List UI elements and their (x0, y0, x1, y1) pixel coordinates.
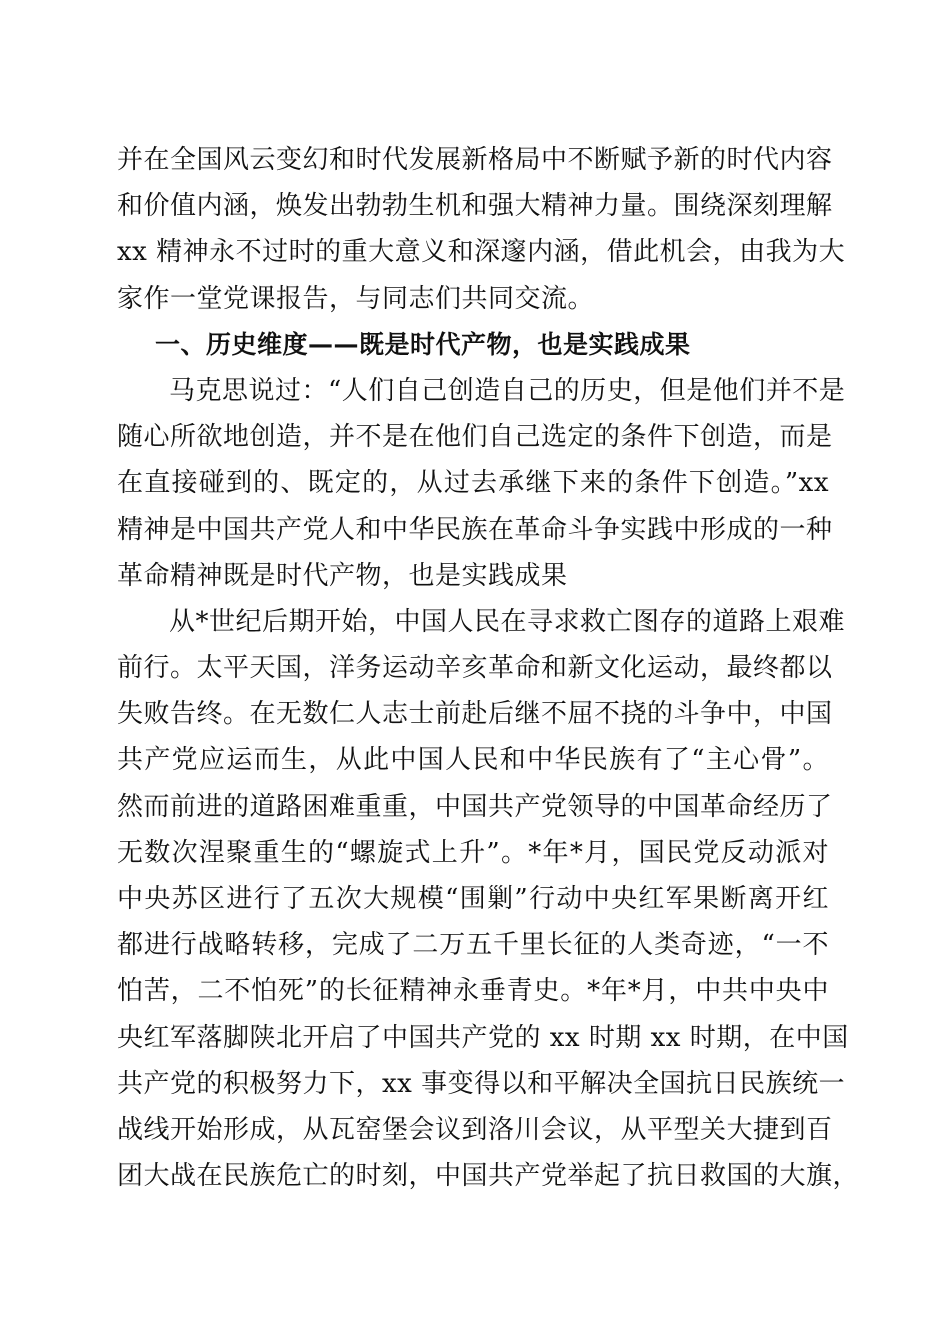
text-line: 团大战在民族危亡的时刻，中国共产党举起了抗日救国的大旗， (117, 1161, 860, 1192)
text-line: 然而前进的道路困难重重，中国共产党领导的中国革命经历了 (117, 791, 833, 822)
text-line: 从*世纪后期开始，中国人民在寻求救亡图存的道路上艰难 (169, 606, 846, 637)
text-line: 家作一堂党课报告，与同志们共同交流。 (117, 283, 595, 314)
text-line: 在直接碰到的、既定的，从过去承继下来的条件下创造。”xx (117, 468, 829, 499)
text-line: 革命精神既是时代产物，也是实践成果 (117, 560, 568, 591)
text-line: 战线开始形成，从瓦窑堡会议到洛川会议，从平型关大捷到百 (117, 1114, 833, 1145)
text-line: 失败告终。在无数仁人志士前赴后继不屈不挠的斗争中，中国 (117, 699, 833, 730)
text-line: 并在全国风云变幻和时代发展新格局中不断赋予新的时代内容 (117, 145, 833, 175)
section-heading: 一、历史维度——既是时代产物，也是实践成果 (155, 329, 691, 359)
text-line: 前行。太平天国，洋务运动辛亥革命和新文化运动，最终都以 (117, 653, 833, 684)
text-line: 都进行战略转移，完成了二万五千里长征的人类奇迹，“一不 (117, 930, 829, 961)
text-line: 随心所欲地创造，并不是在他们自己选定的条件下创造，而是 (117, 422, 833, 453)
text-line: 精神是中国共产党人和中华民族在革命斗争实践中形成的一种 (117, 514, 833, 545)
text-line: xx 精神永不过时的重大意义和深邃内涵，借此机会，由我为大 (117, 237, 846, 268)
document-body (117, 137, 860, 1199)
text-line: 无数次涅聚重生的“螺旋式上升”。*年*月，国民党反动派对 (117, 837, 829, 868)
text-line: 怕苦，二不怕死”的长征精神永垂青史。*年*月，中共中央中 (117, 976, 829, 1007)
text-line: 马克思说过：“人们自己创造自己的历史，但是他们并不是 (169, 375, 846, 406)
text-line: 共产党的积极努力下，xx 事变得以和平解决全国抗日民族统一 (117, 1068, 846, 1099)
text-line: 共产党应运而生，从此中国人民和中华民族有了“主心骨”。 (117, 745, 829, 776)
text-line: 央红军落脚陕北开启了中国共产党的 xx 时期 xx 时期，在中国 (117, 1022, 849, 1053)
text-line: 和价值内涵，焕发出勃勃生机和强大精神力量。围绕深刻理解 (117, 191, 833, 222)
text-line: 中央苏区进行了五次大规模“围剿”行动中央红军果断离开红 (117, 884, 829, 914)
